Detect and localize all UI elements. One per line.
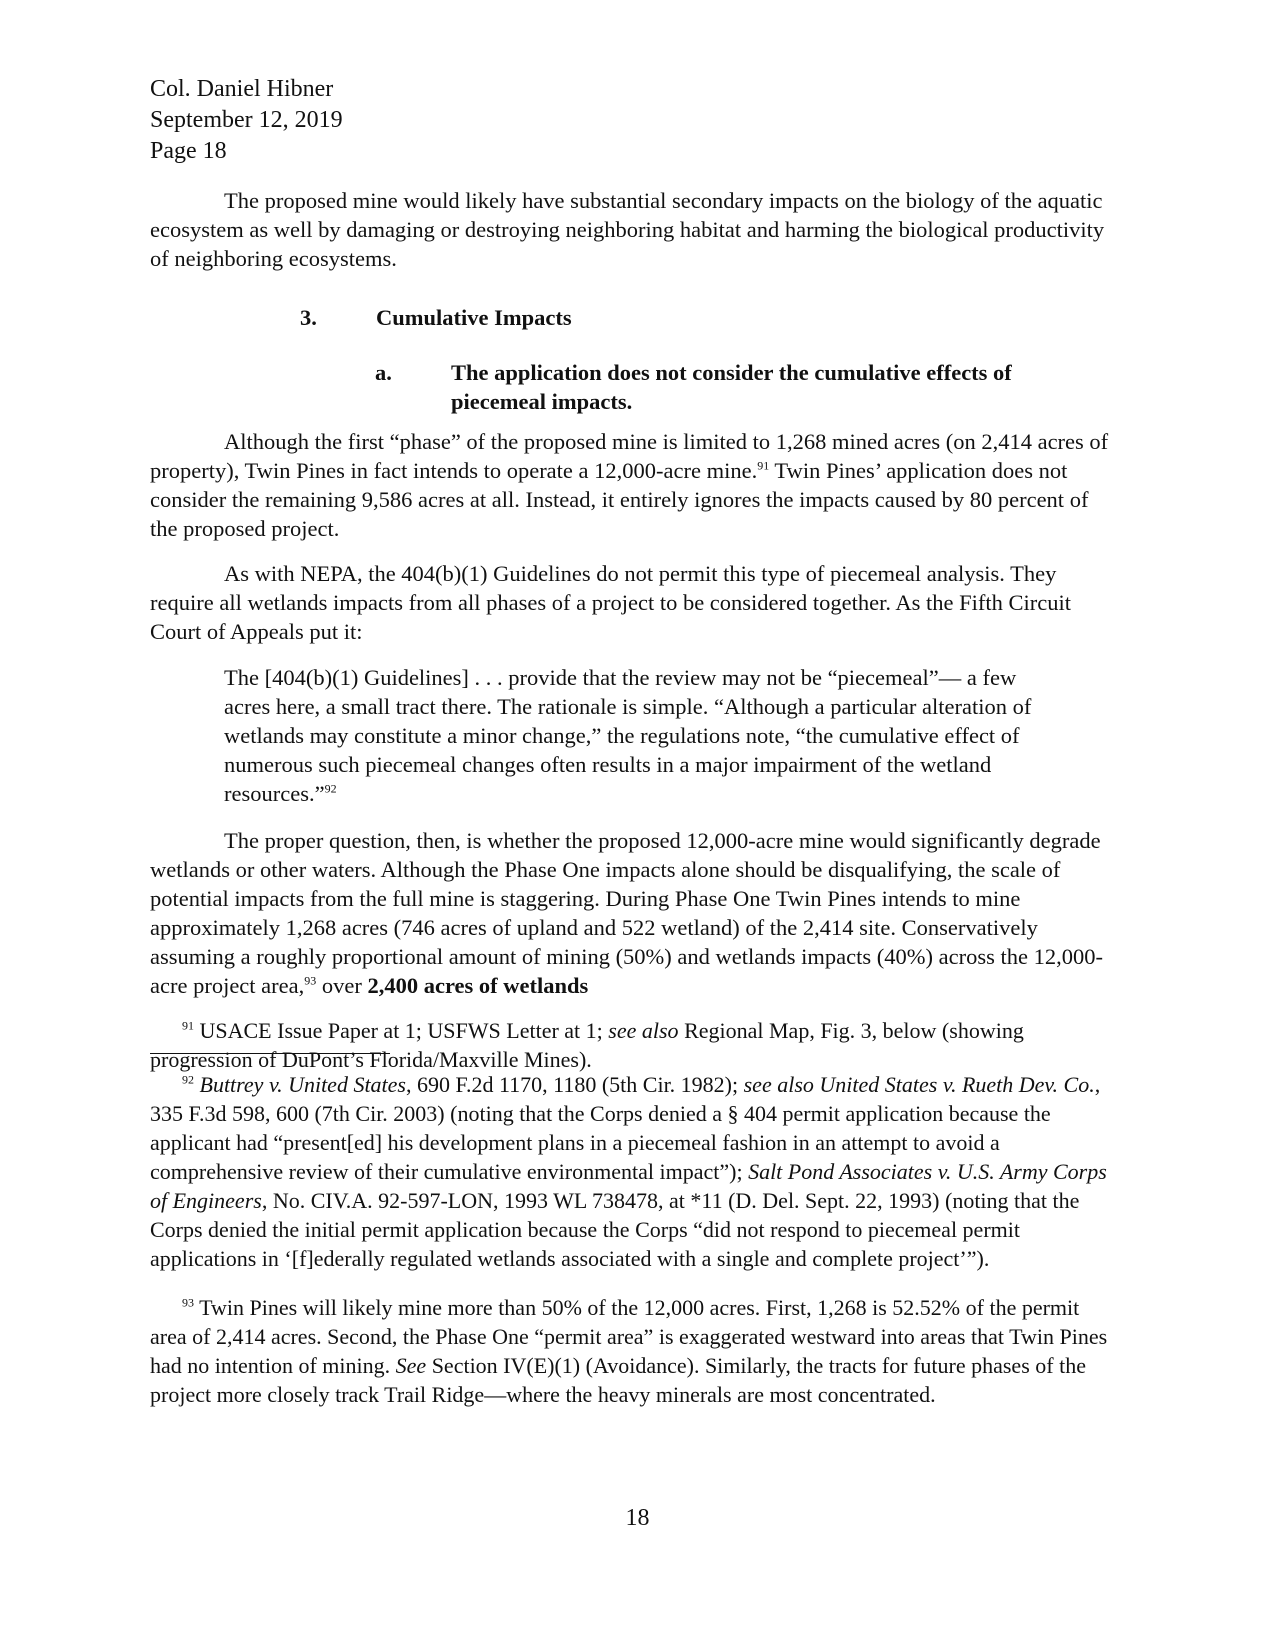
- footnote-text: , No. CIV.A. 92-597-LON, 1993 WL 738478, at *11 (D. Del. Sept. 22, 1993) (noting that the Corps denied the initial permit application because the Corps “did not respond to piecemeal permit applications in ‘[f]ederally regulated wetlands associated with a single and complete project’”).: [150, 1188, 1080, 1271]
- section-heading-cumulative-impacts: [300, 305, 572, 331]
- paragraph-first-phase: [150, 427, 1120, 543]
- paragraph-text-continued: over: [316, 973, 368, 998]
- paragraph-text: The proper question, then, is whether the proposed 12,000-acre mine would significantly degrade wetlands or other waters. Although the Phase One impacts alone should be disqualifying, the scale of potential impacts from the full mine is staggering. During Phase One Twin Pines intends to mine approximately 1,268 acres (746 acres of upland and 522 wetland) of the 2,414 site. Conservatively assuming a roughly proportional amount of mining (50%) and wetlands impacts (40%) across the 12,000-acre project area,: [150, 828, 1103, 998]
- paragraph-text: The proposed mine would likely have substantial secondary impacts on the biology of the aquatic ecosystem as well by damaging or destroying neighboring habitat and harming the biological productivity of neighboring ecosystems.: [150, 188, 1105, 271]
- footnote-ref-92[interactable]: 92: [324, 781, 337, 796]
- footnote-italic: Salt Pond Associates v. U.S. Army Corps of Engineers: [150, 1159, 1107, 1213]
- paragraph-text: As with NEPA, the 404(b)(1) Guidelines do not permit this type of piecemeal analysis. They require all wetlands impacts from all phases of a project to be considered together. As the Fifth Circuit Court of Appeals put it:: [150, 561, 1071, 644]
- quote-text: The [404(b)(1) Guidelines] . . . provide that the review may not be “piecemeal”— a few acres here, a small tract there. The rationale is simple. “Although a particular alteration of wetlands may constitute a minor change,” the regulations note, “the cumulative effect of numerous such piecemeal changes often results in a major impairment of the wetland resources.”: [224, 665, 1032, 806]
- subsection-title: The application does not consider the cumulative effects of piecemeal impacts.: [451, 360, 1012, 414]
- footnote-number: 92: [182, 1072, 194, 1087]
- block-quote: [224, 663, 1044, 808]
- paragraph-text-continued: Twin Pines’ application does not consider the remaining 9,586 acres at all. Instead, it entirely ignores the impacts caused by 80 percent of the proposed project.: [150, 458, 1089, 541]
- subsection-number: a.: [375, 360, 392, 385]
- footnote-93: [150, 1293, 1120, 1409]
- footnote-italic: see also United States v. Rueth Dev. Co.: [743, 1072, 1095, 1097]
- footnote-text: , 690 F.2d 1170, 1180 (5th Cir. 1982);: [406, 1072, 744, 1097]
- header-page: Page 18: [150, 138, 227, 164]
- footnote-ref-93[interactable]: 93: [304, 973, 317, 988]
- footnote-text: , 335 F.3d 598, 600 (7th Cir. 2003) (noting that the Corps denied a § 404 permit application because the applicant had “present[ed] his development plans in a piecemeal fashion in an attempt to avoid a comprehensive review of their cumulative environmental impact”);: [150, 1072, 1101, 1184]
- paragraph-proper-question: [150, 826, 1120, 1000]
- header-date: September 12, 2019: [150, 107, 343, 133]
- footnote-number: 91: [182, 1018, 194, 1033]
- footnote-text: Regional Map, Fig. 3, below (showing progression of DuPont’s Florida/Maxville Mines).: [150, 1018, 1024, 1072]
- paragraph-nepa: [150, 559, 1120, 646]
- footnote-ref-91[interactable]: 91: [757, 458, 770, 473]
- bold-emphasis: 2,400 acres of wetlands: [367, 973, 589, 998]
- section-number: 3.: [300, 305, 317, 330]
- paragraph-secondary-impacts: [150, 186, 1120, 273]
- header-recipient: Col. Daniel Hibner: [150, 76, 334, 102]
- footnote-number: 93: [182, 1295, 194, 1310]
- section-title: Cumulative Impacts: [376, 305, 572, 330]
- footnote-text: Twin Pines will likely mine more than 50% of the 12,000 acres. First, 1,268 is 52.52% of the permit area of 2,414 acres. Second, the Phase One “permit area” is exaggerated westward into areas that Twin Pines had no intention of mining.: [150, 1295, 1108, 1378]
- paragraph-text: Although the first “phase” of the proposed mine is limited to 1,268 mined acres (on 2,414 acres of property), Twin Pines in fact intends to operate a 12,000-acre mine.: [150, 429, 1109, 483]
- footnote-italic: See: [395, 1353, 427, 1378]
- footnote-italic: see also: [608, 1018, 679, 1043]
- footnote-text: Section IV(E)(1) (Avoidance). Similarly, the tracts for future phases of the project more closely track Trail Ridge—where the heavy minerals are most concentrated.: [150, 1353, 1086, 1407]
- footnote-text: USACE Issue Paper at 1; USFWS Letter at 1;: [194, 1018, 609, 1043]
- letter-header: [150, 74, 343, 167]
- footnote-92: [150, 1070, 1120, 1273]
- page-number: 18: [625, 1505, 650, 1531]
- footnote-91: [150, 1016, 1120, 1074]
- footnote-italic: Buttrey v. United States: [199, 1072, 406, 1097]
